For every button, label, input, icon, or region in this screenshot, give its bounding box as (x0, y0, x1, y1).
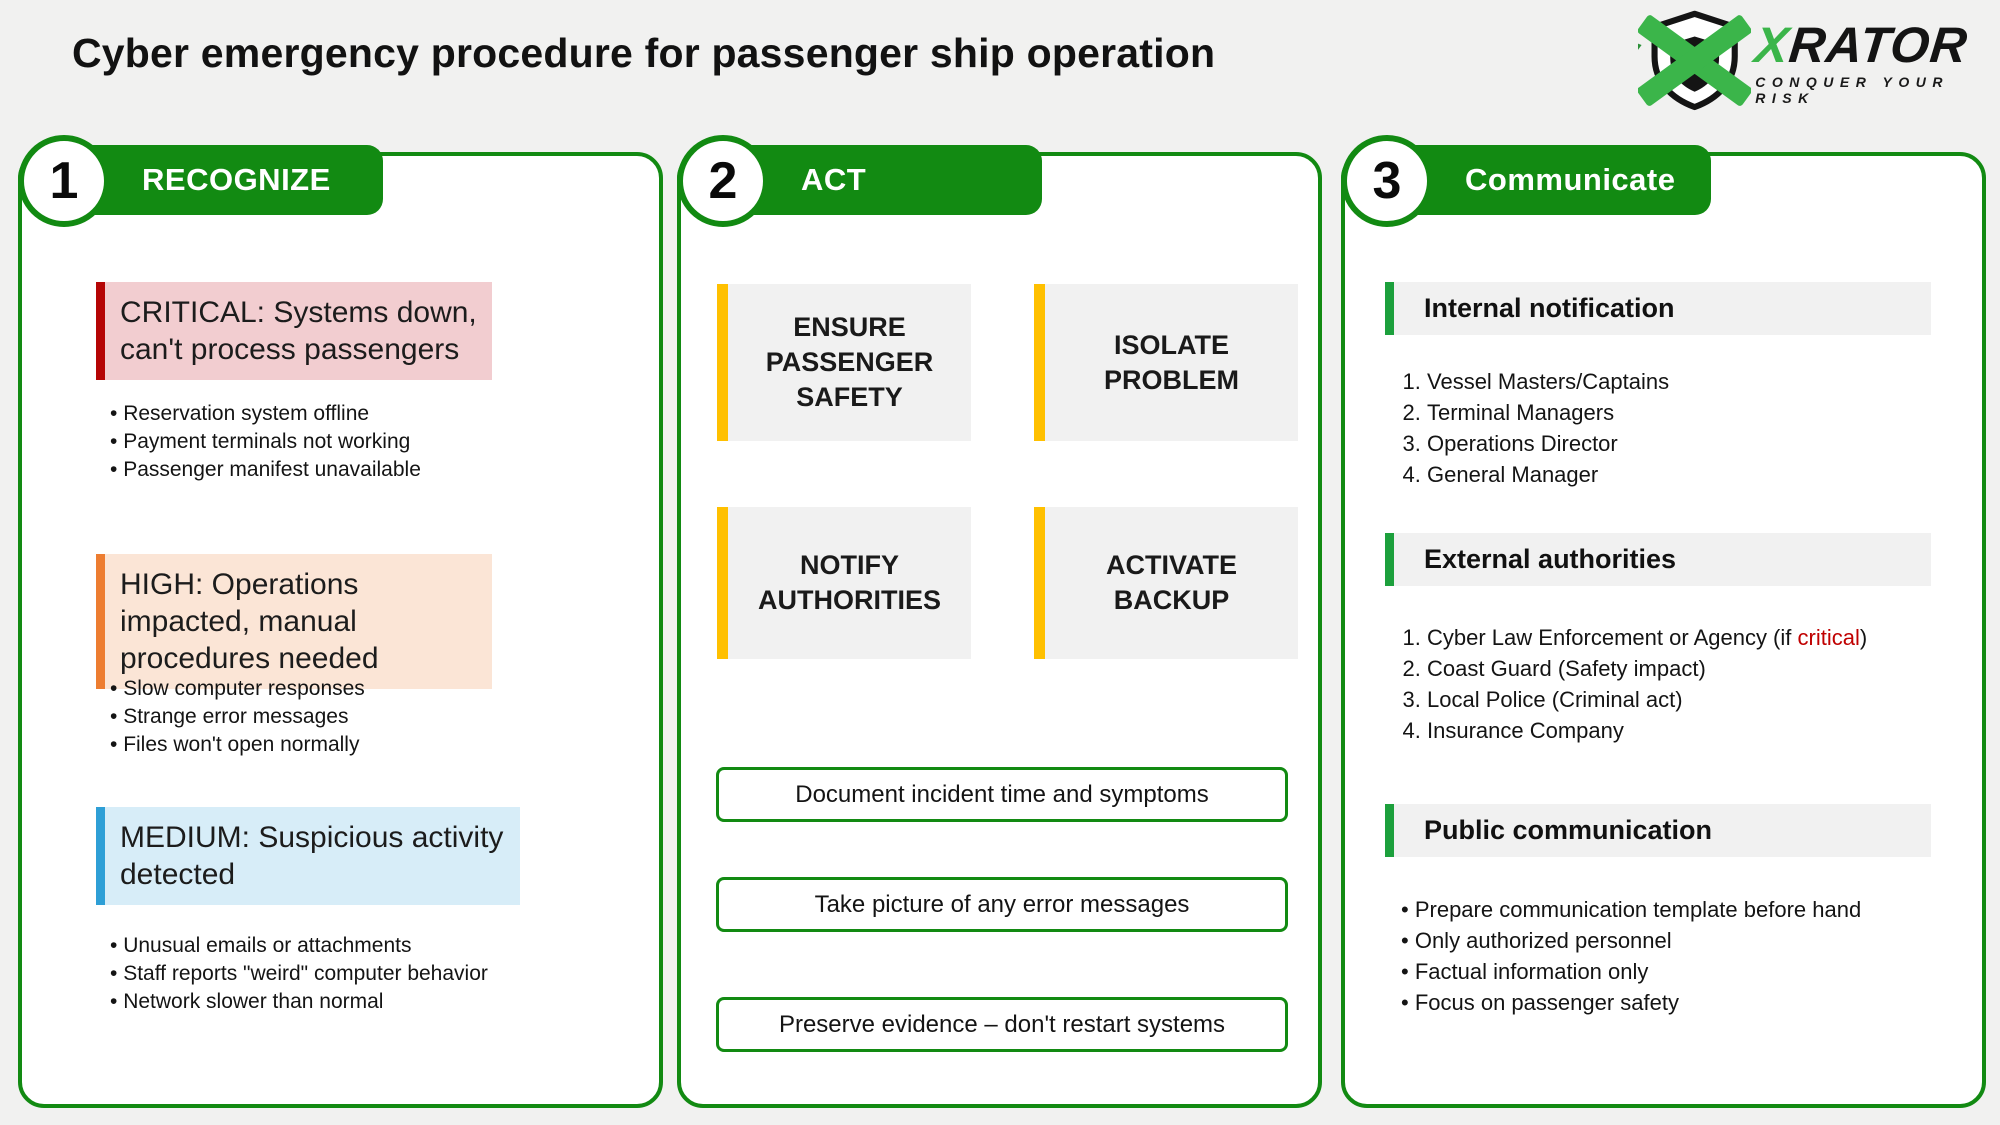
list-item: 3. Operations Director (1427, 428, 1669, 459)
list-item: • Staff reports "weird" computer behavior (110, 960, 488, 988)
critical-symptoms-list (110, 400, 421, 484)
list-item: • Focus on passenger safety (1401, 987, 1861, 1018)
section-header-external-authorities: External authorities (1385, 533, 1931, 586)
step-number-circle (18, 135, 110, 227)
severity-high-banner (96, 554, 492, 689)
severity-critical-title: CRITICAL: Systems down, can't process passengers (120, 296, 477, 366)
step-number: 3 (1372, 152, 1402, 210)
section-header-internal-notification: Internal notification (1385, 282, 1931, 335)
external-authorities-list (1397, 622, 1867, 746)
list-item: • Files won't open normally (110, 731, 365, 759)
step-box-take-picture: Take picture of any error messages (716, 877, 1288, 932)
step-number: 1 (49, 152, 79, 210)
list-item: • Passenger manifest unavailable (110, 456, 421, 484)
card-recognize (18, 152, 663, 1108)
shield-x-icon (1638, 4, 1751, 116)
list-item: • Only authorized personnel (1401, 925, 1861, 956)
step-number-circle (1341, 135, 1433, 227)
step-label: RECOGNIZE (142, 162, 331, 197)
severity-high-title: HIGH: Operations impacted, manual procedures needed (120, 568, 379, 675)
brand-tagline: CONQUER YOUR RISK (1755, 74, 1949, 106)
list-item: • Unusual emails or attachments (110, 932, 488, 960)
step-label: ACT (801, 162, 867, 197)
list-item: • Network slower than normal (110, 988, 488, 1016)
list-item: 4. Insurance Company (1427, 715, 1867, 746)
severity-critical-banner (96, 282, 492, 380)
logo-text (1752, 17, 2000, 106)
action-box-ensure-passenger-safety: ENSURE PASSENGER SAFETY (717, 284, 971, 441)
step-box-document-incident: Document incident time and symptoms (716, 767, 1288, 822)
high-symptoms-list (110, 675, 365, 759)
list-item: • Reservation system offline (110, 400, 421, 428)
step-label: Communicate (1465, 162, 1676, 197)
brand-name: XRATOR (1752, 17, 1971, 73)
card-communicate (1341, 152, 1986, 1108)
list-item: • Strange error messages (110, 703, 365, 731)
internal-notification-list (1397, 366, 1669, 490)
action-box-activate-backup: ACTIVATE BACKUP (1034, 507, 1298, 659)
step-box-preserve-evidence: Preserve evidence – don't restart systems (716, 997, 1288, 1052)
severity-medium-banner (96, 807, 520, 905)
public-communication-list (1401, 894, 1861, 1018)
list-item: • Factual information only (1401, 956, 1861, 987)
action-box-isolate-problem: ISOLATE PROBLEM (1034, 284, 1298, 441)
list-item: 1. Vessel Masters/Captains (1427, 366, 1669, 397)
step-number: 2 (708, 152, 738, 210)
list-item: • Payment terminals not working (110, 428, 421, 456)
list-item: 4. General Manager (1427, 459, 1669, 490)
list-item: 3. Local Police (Criminal act) (1427, 684, 1867, 715)
step-number-circle (677, 135, 769, 227)
list-item: 1. Cyber Law Enforcement or Agency (if critical) (1427, 622, 1867, 653)
critical-highlight: critical (1797, 625, 1860, 650)
medium-symptoms-list (110, 932, 488, 1016)
section-header-public-communication: Public communication (1385, 804, 1931, 857)
severity-medium-title: MEDIUM: Suspicious activity detected (120, 821, 504, 891)
list-item: 2. Coast Guard (Safety impact) (1427, 653, 1867, 684)
list-item: 2. Terminal Managers (1427, 397, 1669, 428)
list-item: • Slow computer responses (110, 675, 365, 703)
xrator-logo (1638, 4, 2000, 116)
page-title: Cyber emergency procedure for passenger ship operation (72, 30, 1216, 76)
card-act (677, 152, 1322, 1108)
action-box-notify-authorities: NOTIFY AUTHORITIES (717, 507, 971, 659)
list-item: • Prepare communication template before hand (1401, 894, 1861, 925)
